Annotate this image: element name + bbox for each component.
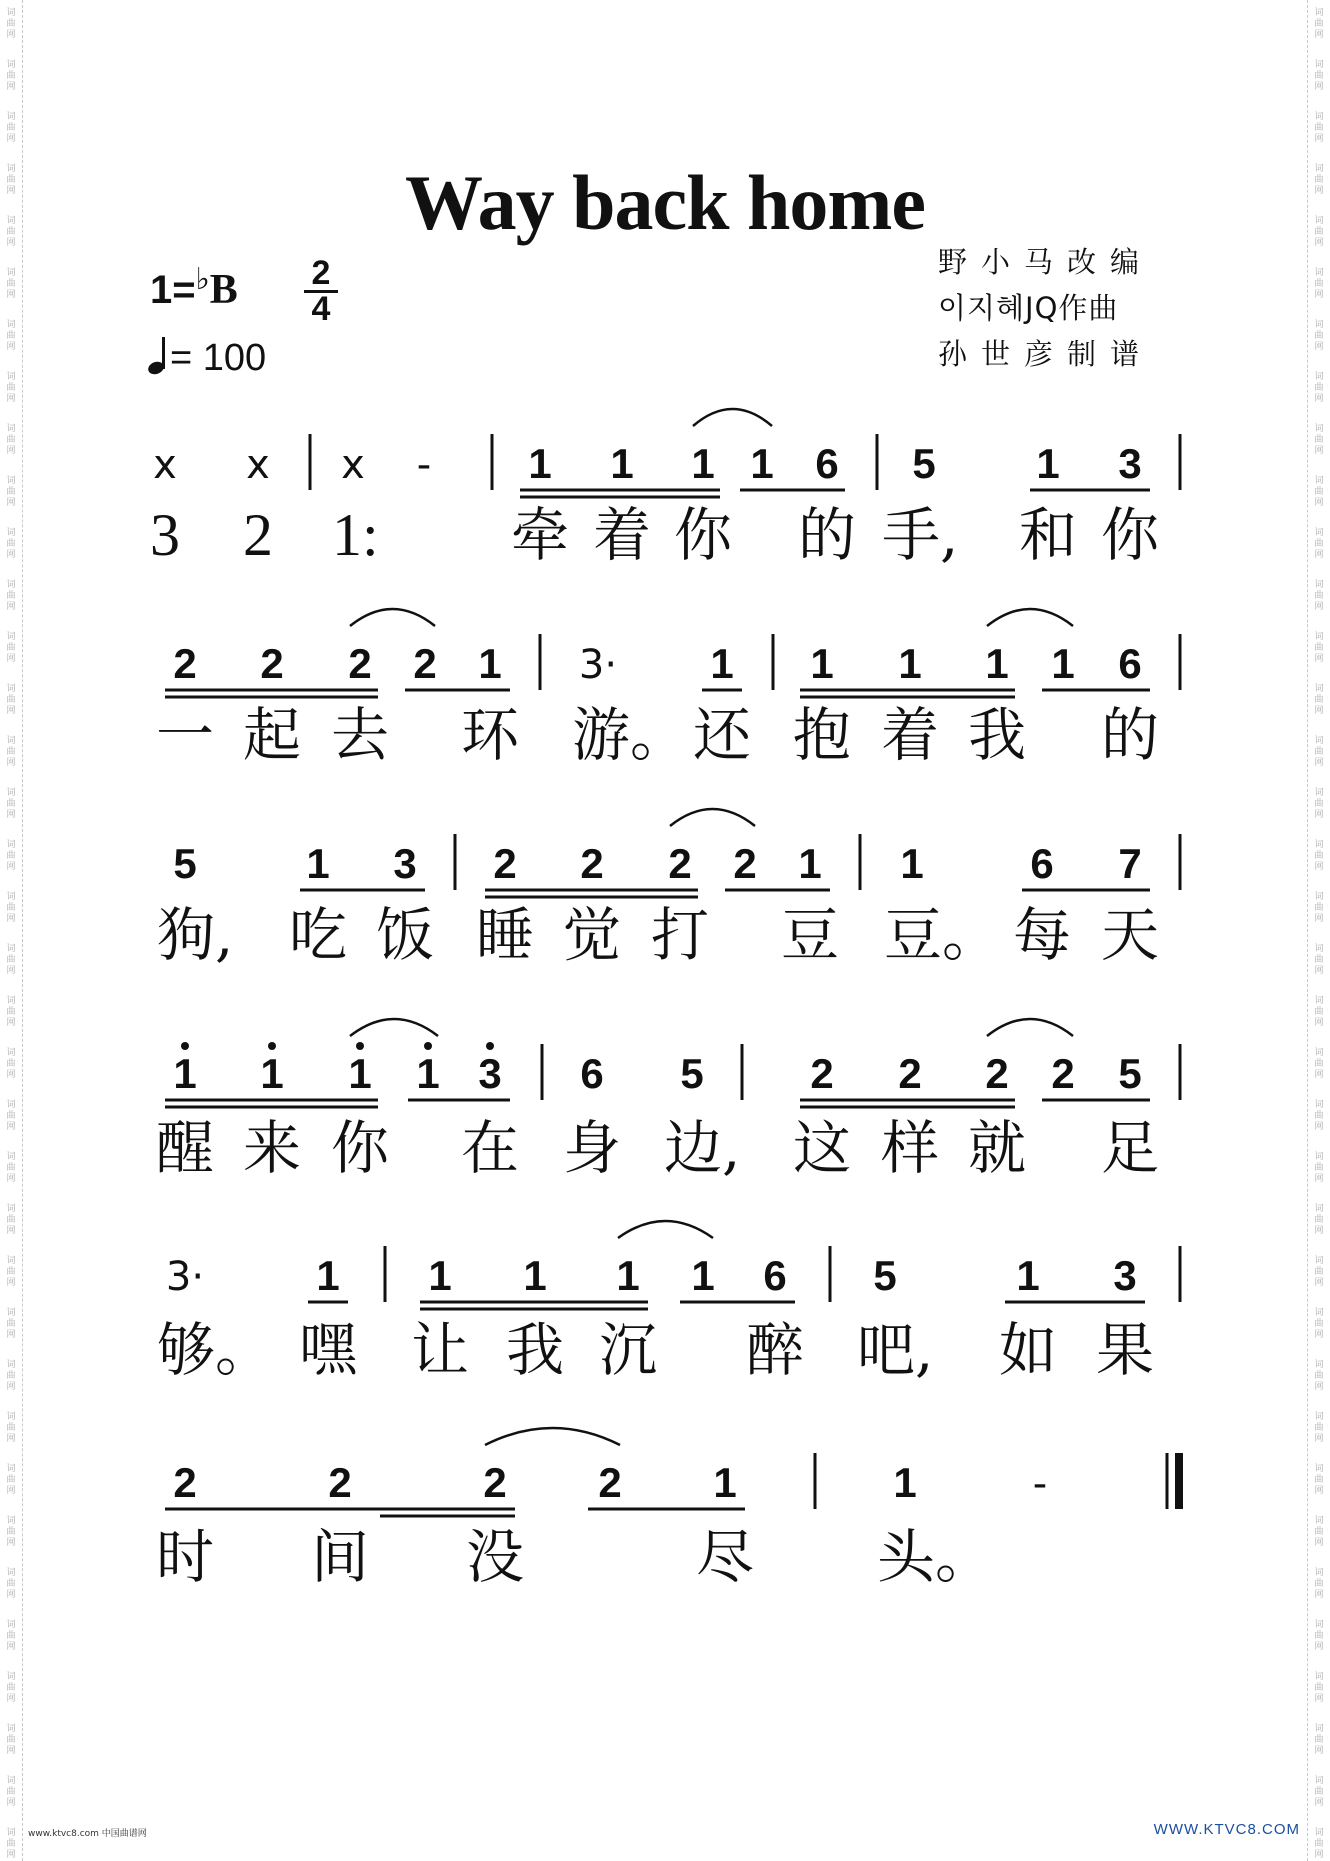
note-4-7: 6 xyxy=(763,1252,787,1299)
lyric-1-7: 着 xyxy=(880,701,940,769)
edge-watermark: 词 曲 网 xyxy=(6,632,16,664)
edge-watermark: 词 曲 网 xyxy=(1314,476,1324,508)
time-signature-bottom: 4 xyxy=(311,290,331,328)
note-4-0: 3· xyxy=(165,1254,205,1300)
edge-watermark: 词 曲 网 xyxy=(6,268,16,300)
lyric-3-9: 足 xyxy=(1100,1114,1160,1182)
time-signature-top: 2 xyxy=(311,254,331,292)
note-1-1: 2 xyxy=(260,640,284,687)
edge-watermark: 词 曲 网 xyxy=(6,788,16,820)
note-5-4: 1 xyxy=(713,1459,737,1506)
lyric-0-8: 和 xyxy=(1018,501,1078,569)
edge-watermark: 词 曲 网 xyxy=(6,996,16,1028)
edge-watermark: 词 曲 网 xyxy=(1314,1412,1324,1444)
note-1-6: 3· xyxy=(578,642,618,688)
lyric-3-3: 在 xyxy=(460,1114,520,1182)
note-5-7: - xyxy=(1032,1461,1048,1507)
tie xyxy=(618,1221,713,1238)
edge-watermark: 词 曲 网 xyxy=(1314,1152,1324,1184)
note-1-3: 2 xyxy=(413,640,437,687)
note-5-2: 2 xyxy=(483,1459,507,1506)
note-4-5: 1 xyxy=(616,1252,640,1299)
lyric-0-1: 2 xyxy=(243,502,273,568)
note-1-0: 2 xyxy=(173,640,197,687)
edge-watermark: 词 曲 网 xyxy=(6,736,16,768)
edge-watermark: 词 曲 网 xyxy=(6,1100,16,1132)
lyric-0-2: 1: xyxy=(332,502,379,568)
edge-watermark: 词 曲 网 xyxy=(1314,1204,1324,1236)
edge-watermark: 词 曲 网 xyxy=(1314,580,1324,612)
note-3-7: 5 xyxy=(680,1050,704,1097)
edge-watermark: 词 曲 网 xyxy=(6,1048,16,1080)
note-0-13: 1 xyxy=(1036,440,1060,487)
edge-watermark: 词 曲 网 xyxy=(1314,164,1324,196)
note-3-0: 1 xyxy=(173,1050,197,1097)
lyric-4-5: 醉 xyxy=(745,1316,805,1384)
note-1-9: 1 xyxy=(810,640,834,687)
credit-composer: 이지혜JQ作曲 xyxy=(938,291,1119,325)
lyric-3-7: 样 xyxy=(880,1114,940,1182)
edge-watermark: 词 曲 网 xyxy=(6,1412,16,1444)
note-0-9: 1 xyxy=(750,440,774,487)
edge-watermark: 词 曲 网 xyxy=(1314,268,1324,300)
edge-watermark: 词 曲 网 xyxy=(1314,892,1324,924)
edge-watermark: 词 曲 网 xyxy=(6,1828,16,1860)
edge-watermark: 词 曲 网 xyxy=(1314,632,1324,664)
lyric-3-8: 就 xyxy=(967,1114,1027,1182)
note-1-7: 1 xyxy=(710,640,734,687)
note-0-14: 3 xyxy=(1118,440,1142,487)
note-4-3: 1 xyxy=(428,1252,452,1299)
note-1-13: 6 xyxy=(1118,640,1142,687)
note-1-11: 1 xyxy=(985,640,1009,687)
edge-watermark: 词 曲 网 xyxy=(6,1724,16,1756)
edge-watermark: 词 曲 网 xyxy=(1314,840,1324,872)
note-1-4: 1 xyxy=(478,640,502,687)
lyric-0-3: 牵 xyxy=(510,501,570,569)
octave-dot xyxy=(356,1042,364,1050)
lyric-3-0: 醒 xyxy=(155,1114,215,1182)
edge-watermark: 词 曲 网 xyxy=(1314,424,1324,456)
note-3-6: 6 xyxy=(580,1050,604,1097)
edge-watermark: 词 曲 网 xyxy=(6,164,16,196)
note-4-11: 3 xyxy=(1113,1252,1137,1299)
edge-watermark: 词 曲 网 xyxy=(1314,1568,1324,1600)
lyric-1-1: 起 xyxy=(242,701,302,769)
lyric-4-8: 果 xyxy=(1095,1316,1155,1384)
note-3-2: 1 xyxy=(348,1050,372,1097)
note-2-0: 5 xyxy=(173,840,197,887)
lyric-0-0: 3 xyxy=(150,502,180,568)
song-title: Way back home xyxy=(404,159,926,246)
tie xyxy=(693,409,772,426)
octave-dot xyxy=(181,1042,189,1050)
lyric-4-0: 够。 xyxy=(157,1316,274,1384)
lyric-0-4: 着 xyxy=(592,501,652,569)
edge-watermark: 词 曲 网 xyxy=(6,684,16,716)
note-4-6: 1 xyxy=(691,1252,715,1299)
tie xyxy=(670,809,755,826)
edge-watermark: 词 曲 网 xyxy=(6,1152,16,1184)
lyric-2-3: 睡 xyxy=(475,901,535,969)
lyric-1-5: 还 xyxy=(692,701,752,769)
lyric-3-5: 边, xyxy=(664,1114,741,1182)
note-3-11: 2 xyxy=(985,1050,1009,1097)
edge-watermark: 词 曲 网 xyxy=(1314,8,1324,40)
lyric-1-3: 环 xyxy=(460,701,520,769)
edge-watermark: 词 曲 网 xyxy=(6,1516,16,1548)
edge-watermark: 词 曲 网 xyxy=(6,372,16,404)
lyric-1-0: 一 xyxy=(155,701,215,769)
edge-watermark: 词 曲 网 xyxy=(6,1620,16,1652)
edge-watermark: 词 曲 网 xyxy=(1314,1620,1324,1652)
lyric-2-1: 吃 xyxy=(288,901,348,969)
edge-watermark: 词 曲 网 xyxy=(1314,528,1324,560)
edge-watermark: 词 曲 网 xyxy=(1314,1100,1324,1132)
note-2-6: 2 xyxy=(668,840,692,887)
key-prefix: 1= xyxy=(150,268,196,312)
edge-watermark: 词 曲 网 xyxy=(1314,60,1324,92)
lyric-3-2: 你 xyxy=(330,1114,390,1182)
lyric-0-9: 你 xyxy=(1100,501,1160,569)
note-4-9: 5 xyxy=(873,1252,897,1299)
note-4-4: 1 xyxy=(523,1252,547,1299)
lyric-2-6: 豆 xyxy=(780,901,840,969)
lyric-5-1: 间 xyxy=(310,1523,370,1591)
lyric-2-8: 每 xyxy=(1012,901,1072,969)
lyric-4-7: 如 xyxy=(998,1316,1058,1384)
tie xyxy=(485,1428,620,1445)
edge-watermark: 词 曲 网 xyxy=(6,1776,16,1808)
edge-watermark: 词 曲 网 xyxy=(6,892,16,924)
lyric-2-5: 打 xyxy=(650,901,710,969)
note-2-7: 2 xyxy=(733,840,757,887)
edge-watermark: 词 曲 网 xyxy=(6,528,16,560)
flat-icon: ♭ xyxy=(195,263,210,296)
edge-watermark: 词 曲 网 xyxy=(6,60,16,92)
edge-watermark: 词 曲 网 xyxy=(1314,1516,1324,1548)
lyric-4-6: 吧, xyxy=(857,1316,934,1384)
note-0-6: 1 xyxy=(528,440,552,487)
note-2-10: 1 xyxy=(900,840,924,887)
note-5-1: 2 xyxy=(328,1459,352,1506)
edge-watermark: 词 曲 网 xyxy=(6,320,16,352)
lyric-3-1: 来 xyxy=(242,1114,302,1182)
tie xyxy=(350,1019,438,1036)
note-2-4: 2 xyxy=(493,840,517,887)
edge-watermark: 词 曲 网 xyxy=(6,1256,16,1288)
lyric-0-5: 你 xyxy=(673,501,733,569)
lyric-3-4: 身 xyxy=(562,1114,622,1182)
note-4-1: 1 xyxy=(316,1252,340,1299)
edge-watermark: 词 曲 网 xyxy=(6,112,16,144)
note-2-5: 2 xyxy=(580,840,604,887)
note-0-3: x xyxy=(341,442,365,488)
edge-watermark: 词 曲 网 xyxy=(1314,944,1324,976)
note-0-8: 1 xyxy=(691,440,715,487)
edge-watermark: 词 曲 网 xyxy=(6,1672,16,1704)
lyric-5-0: 时 xyxy=(155,1523,215,1591)
tempo-value: = 100 xyxy=(170,337,267,379)
edge-watermark: 词 曲 网 xyxy=(1314,1256,1324,1288)
edge-watermark: 词 曲 网 xyxy=(1314,736,1324,768)
lyric-0-7: 手, xyxy=(882,501,959,569)
note-3-13: 5 xyxy=(1118,1050,1142,1097)
edge-watermark: 词 曲 网 xyxy=(6,8,16,40)
note-1-2: 2 xyxy=(348,640,372,687)
note-0-4: - xyxy=(416,442,432,488)
edge-watermark: 词 曲 网 xyxy=(6,424,16,456)
lyric-2-7: 豆。 xyxy=(884,901,1001,969)
tie xyxy=(987,1019,1073,1036)
lyric-5-3: 尽 xyxy=(695,1523,755,1591)
edge-watermark: 词 曲 网 xyxy=(1314,1776,1324,1808)
edge-watermark: 词 曲 网 xyxy=(6,580,16,612)
lyric-4-4: 沉 xyxy=(598,1316,658,1384)
key-note: B xyxy=(209,267,238,313)
note-0-0: x xyxy=(153,442,177,488)
edge-watermark: 词 曲 网 xyxy=(1314,1672,1324,1704)
credit-transcriber: 孙世彦制谱 xyxy=(938,337,1154,371)
edge-watermark: 词 曲 网 xyxy=(1314,1308,1324,1340)
edge-watermark: 词 曲 网 xyxy=(1314,1360,1324,1392)
lyric-1-6: 抱 xyxy=(792,701,852,769)
octave-dot xyxy=(486,1042,494,1050)
note-3-1: 1 xyxy=(260,1050,284,1097)
lyric-1-4: 游。 xyxy=(572,701,689,769)
note-1-10: 1 xyxy=(898,640,922,687)
lyric-5-4: 头。 xyxy=(877,1523,994,1591)
octave-dot xyxy=(268,1042,276,1050)
edge-watermark: 词 曲 网 xyxy=(6,1308,16,1340)
edge-watermark: 词 曲 网 xyxy=(6,1360,16,1392)
note-0-1: x xyxy=(246,442,270,488)
credit-arranger: 野小马改编 xyxy=(938,245,1154,279)
edge-watermark: 词 曲 网 xyxy=(6,216,16,248)
note-0-10: 6 xyxy=(815,440,839,487)
note-4-10: 1 xyxy=(1016,1252,1040,1299)
edge-watermark: 词 曲 网 xyxy=(6,1464,16,1496)
note-0-7: 1 xyxy=(610,440,634,487)
lyric-5-2: 没 xyxy=(465,1523,525,1591)
note-3-12: 2 xyxy=(1051,1050,1075,1097)
note-1-12: 1 xyxy=(1051,640,1075,687)
footer-site-left: www.ktvc8.com 中国曲谱网 xyxy=(28,1829,147,1839)
lyric-2-0: 狗, xyxy=(157,901,234,969)
edge-watermark: 词 曲 网 xyxy=(6,944,16,976)
lyric-2-2: 饭 xyxy=(375,901,435,969)
edge-watermark: 词 曲 网 xyxy=(1314,684,1324,716)
note-2-8: 1 xyxy=(798,840,822,887)
edge-watermark: 词 曲 网 xyxy=(1314,112,1324,144)
edge-watermark: 词 曲 网 xyxy=(1314,788,1324,820)
note-5-6: 1 xyxy=(893,1459,917,1506)
lyric-4-3: 我 xyxy=(505,1316,565,1384)
edge-watermark: 词 曲 网 xyxy=(1314,1048,1324,1080)
note-3-9: 2 xyxy=(810,1050,834,1097)
note-2-12: 7 xyxy=(1118,840,1142,887)
edge-watermark: 词 曲 网 xyxy=(1314,1464,1324,1496)
lyric-0-6: 的 xyxy=(797,501,857,569)
lyric-4-1: 嘿 xyxy=(298,1316,358,1384)
edge-watermark: 词 曲 网 xyxy=(1314,216,1324,248)
note-3-4: 3 xyxy=(478,1050,502,1097)
tie xyxy=(350,609,435,626)
lyric-1-9: 的 xyxy=(1100,701,1160,769)
lyric-4-2: 让 xyxy=(410,1316,470,1384)
octave-dot xyxy=(424,1042,432,1050)
lyric-2-9: 天 xyxy=(1100,901,1160,969)
footer-site-right: WWW.KTVC8.COM xyxy=(1153,1821,1300,1838)
edge-watermark: 词 曲 网 xyxy=(1314,320,1324,352)
note-5-3: 2 xyxy=(598,1459,622,1506)
tie xyxy=(987,609,1073,626)
edge-watermark: 词 曲 网 xyxy=(6,1204,16,1236)
edge-watermark: 词 曲 网 xyxy=(6,840,16,872)
edge-watermark: 词 曲 网 xyxy=(1314,1724,1324,1756)
lyric-1-8: 我 xyxy=(967,701,1027,769)
note-3-3: 1 xyxy=(416,1050,440,1097)
edge-watermark: 词 曲 网 xyxy=(1314,996,1324,1028)
note-5-0: 2 xyxy=(173,1459,197,1506)
lyric-3-6: 这 xyxy=(792,1114,852,1182)
edge-watermark: 词 曲 网 xyxy=(1314,372,1324,404)
note-0-12: 5 xyxy=(912,440,936,487)
note-2-11: 6 xyxy=(1030,840,1054,887)
note-2-1: 1 xyxy=(306,840,330,887)
edge-watermark: 词 曲 网 xyxy=(1314,1828,1324,1860)
note-2-2: 3 xyxy=(393,840,417,887)
note-3-10: 2 xyxy=(898,1050,922,1097)
lyric-2-4: 觉 xyxy=(562,901,622,969)
edge-watermark: 词 曲 网 xyxy=(6,476,16,508)
lyric-1-2: 去 xyxy=(330,701,390,769)
edge-watermark: 词 曲 网 xyxy=(6,1568,16,1600)
